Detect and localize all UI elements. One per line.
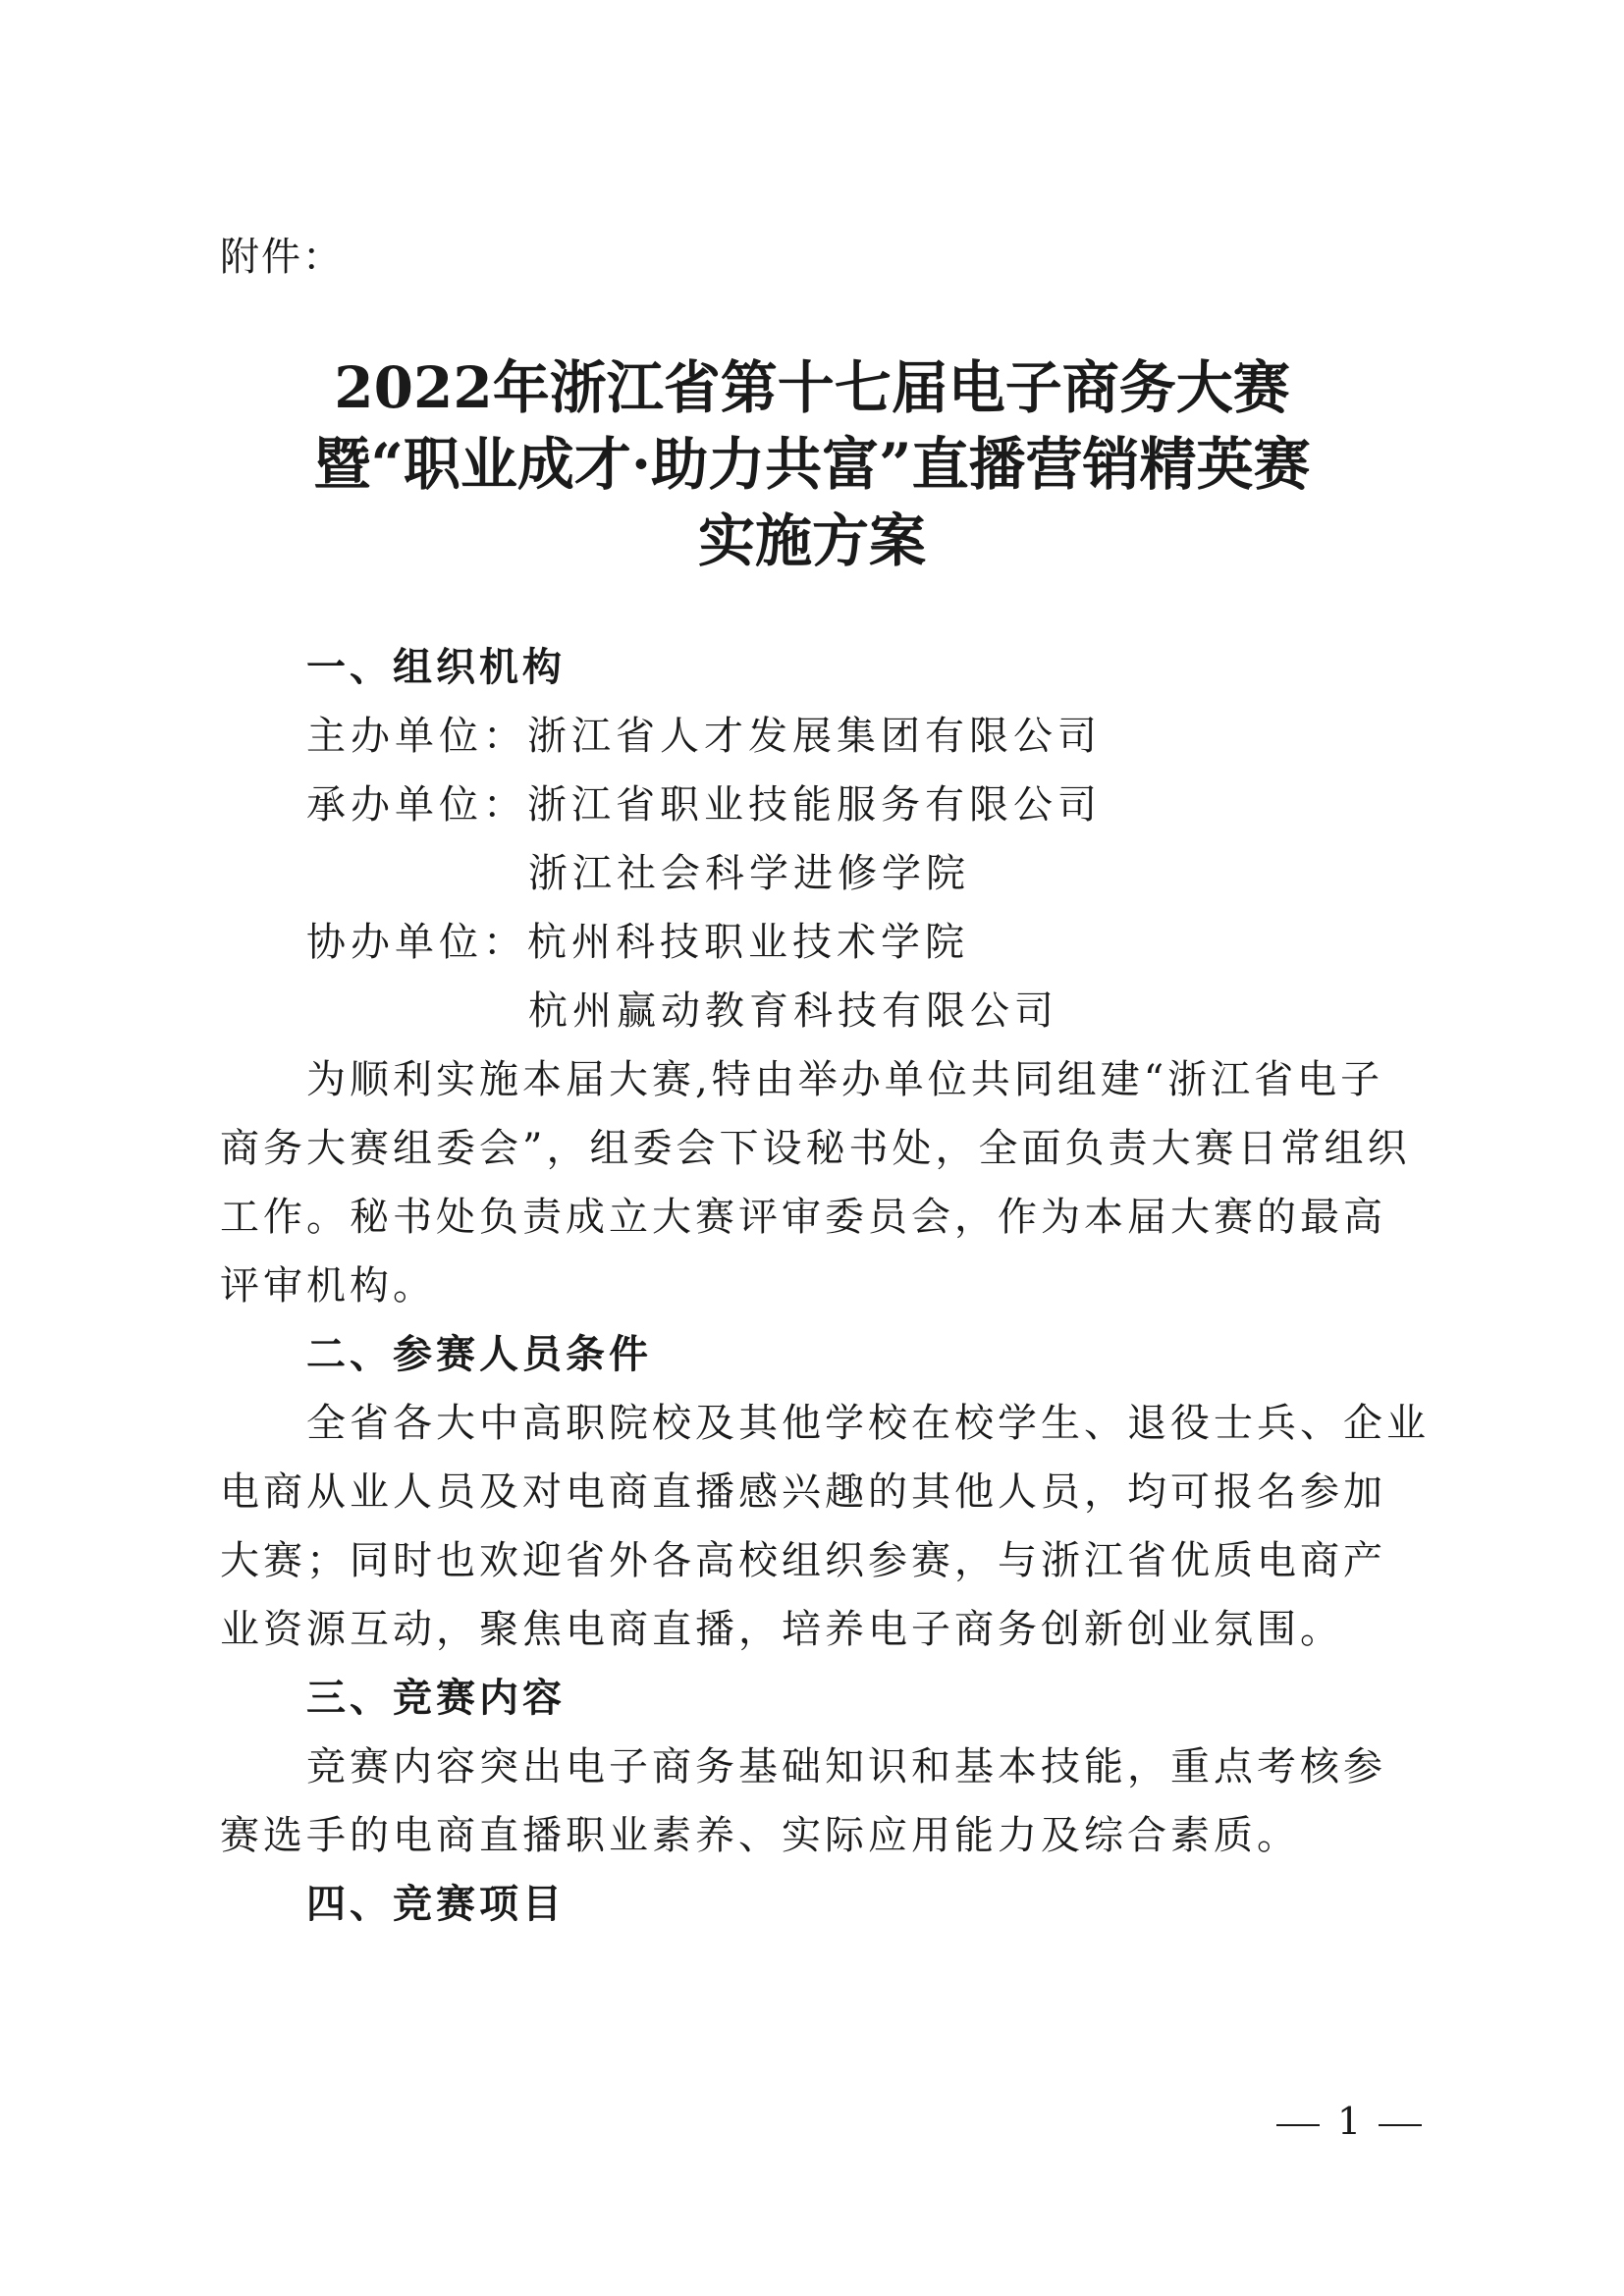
page-number-left-dash xyxy=(1276,2124,1320,2126)
section-1-para-line: 为顺利实施本届大赛,特由举办单位共同组建“浙江省电子 xyxy=(306,1057,1384,1102)
section-1-para-line: 评审机构。 xyxy=(220,1263,436,1308)
organizer-line: 承办单位：浙江省职业技能服务有限公司 xyxy=(306,782,1102,828)
section-1-para-line: 工作。秘书处负责成立大赛评审委员会，作为本届大赛的最高 xyxy=(220,1195,1386,1240)
title-line-2: 暨“职业成才·助力共富”直播营销精英赛 xyxy=(313,431,1311,498)
coorganizer-line: 协办单位：杭州科技职业技术学院 xyxy=(306,920,969,965)
section-2-para-line: 电商从业人员及对电商直播感兴趣的其他人员，均可报名参加 xyxy=(220,1469,1386,1515)
section-3-para-line: 竞赛内容突出电子商务基础知识和基本技能，重点考核参 xyxy=(306,1744,1386,1789)
section-2-para-line: 大赛；同时也欢迎省外各高校组织参赛，与浙江省优质电商产 xyxy=(220,1538,1386,1583)
page-number-value: 1 xyxy=(1337,2100,1362,2143)
section-2-para-line: 业资源互动，聚焦电商直播，培养电子商务创新创业氛围。 xyxy=(220,1607,1343,1652)
document-title xyxy=(0,349,1624,579)
page-number xyxy=(1276,2097,1422,2146)
section-2-para-line: 全省各大中高职院校及其他学校在校学生、退役士兵、企业 xyxy=(306,1401,1430,1446)
section-4-heading: 四、竞赛项目 xyxy=(306,1881,566,1927)
coorganizer-second: 杭州赢动教育科技有限公司 xyxy=(528,988,1058,1034)
host-line: 主办单位：浙江省人才发展集团有限公司 xyxy=(306,714,1102,759)
title-line-3: 实施方案 xyxy=(697,507,926,574)
section-2-heading: 二、参赛人员条件 xyxy=(306,1331,652,1377)
section-3-para-line: 赛选手的电商直播职业素养、实际应用能力及综合素质。 xyxy=(220,1813,1300,1858)
section-1-para-line: 商务大赛组委会”，组委会下设秘书处，全面负责大赛日常组织 xyxy=(220,1126,1411,1171)
title-line-1: 2022年浙江省第十七届电子商务大赛 xyxy=(334,354,1290,421)
page-number-right-dash xyxy=(1379,2124,1422,2126)
attachment-label: 附件： xyxy=(220,235,344,280)
organizer-second: 浙江社会科学进修学院 xyxy=(528,851,970,896)
section-1-heading: 一、组织机构 xyxy=(306,644,566,690)
section-3-heading: 三、竞赛内容 xyxy=(306,1675,566,1721)
